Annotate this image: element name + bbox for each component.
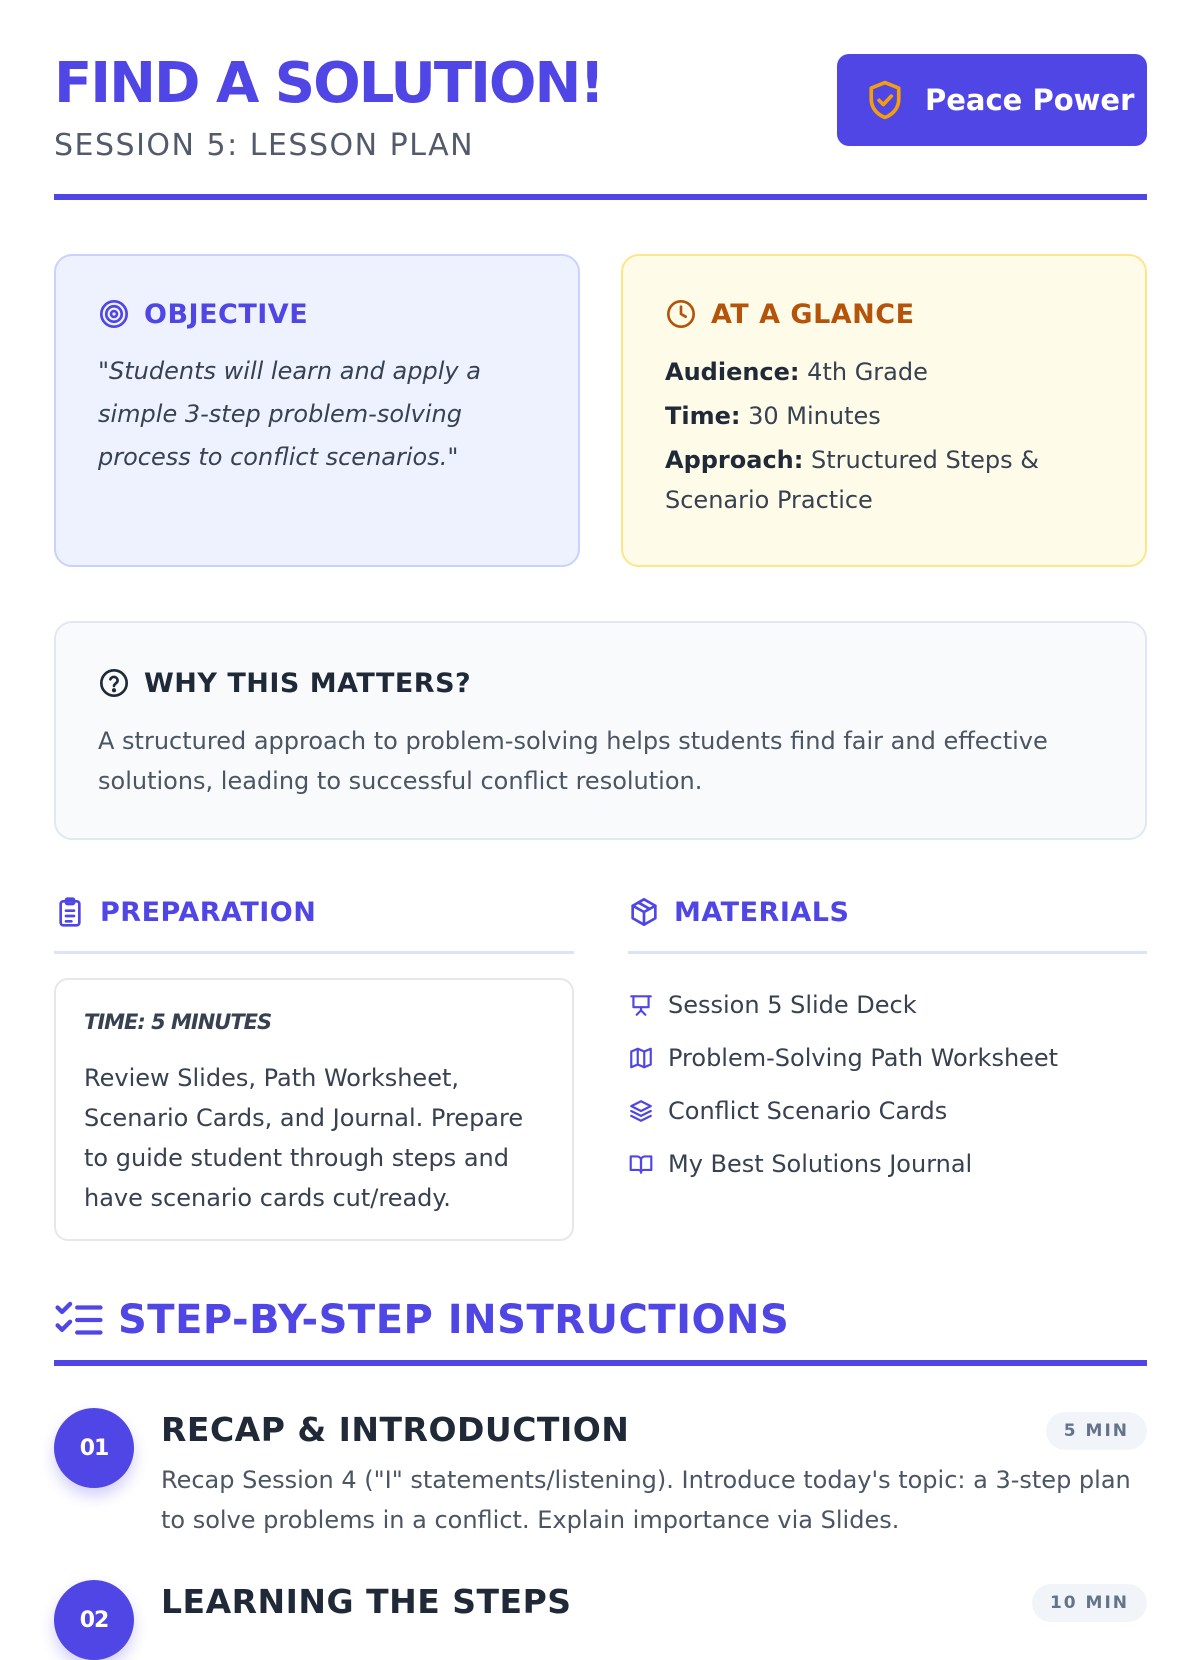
glance-heading [665,298,915,330]
map-icon [628,1045,654,1071]
clock-icon [665,298,697,330]
step-number: 01 [54,1408,134,1488]
page-title: FIND A SOLUTION! [54,51,603,116]
steps-heading [54,1297,789,1343]
preparation-time: TIME: 5 MINUTES [84,1010,272,1034]
list-item [628,978,1148,1031]
question-circle-icon [98,667,130,699]
glance-heading-label: AT A GLANCE [711,298,915,330]
step-title: RECAP & INTRODUCTION [161,1410,630,1449]
preparation-heading-label: PREPARATION [100,896,317,928]
brand-badge [837,54,1147,146]
list-item [628,1084,1148,1137]
material-label: Problem-Solving Path Worksheet [668,1043,1059,1072]
step-number: 02 [54,1580,134,1660]
brand-label: Peace Power [925,83,1135,117]
materials-heading-label: MATERIALS [674,896,850,928]
why-this-matters-card [54,621,1147,840]
box-icon [628,896,660,928]
materials-list [628,978,1148,1190]
glance-label: Approach: [665,446,804,474]
at-a-glance-card [621,254,1147,567]
glance-row-audience [665,352,1105,392]
glance-value: Structured Steps & Scenario Practice [665,446,1040,514]
why-heading-label: WHY THIS MATTERS? [144,667,472,699]
target-icon [98,298,130,330]
steps-divider [54,1360,1147,1366]
preparation-heading [54,896,316,928]
why-heading [98,667,471,699]
list-item [628,1137,1148,1190]
preparation-card [54,978,574,1241]
clipboard-list-icon [54,896,86,928]
page-subtitle: SESSION 5: LESSON PLAN [54,128,475,163]
why-text: A structured approach to problem-solving helps students find fair and effective solutions, leading to successful conflict resolution. [98,727,1048,795]
material-label: Conflict Scenario Cards [668,1096,948,1125]
presentation-icon [628,992,654,1018]
step-duration-badge: 10 MIN [1032,1584,1147,1622]
book-open-icon [628,1151,654,1177]
preparation-text: Review Slides, Path Worksheet, Scenario Cards, and Journal. Prepare to guide student through steps and have scenario cards cut/ready. [84,1064,524,1212]
steps-heading-label: STEP-BY-STEP INSTRUCTIONS [118,1297,790,1343]
layers-icon [628,1098,654,1124]
step-description: Recap Session 4 ("I" statements/listening). Introduce today's topic: a 3-step plan to solve problems in a conflict. Explain importance via Slides. [161,1466,1131,1534]
glance-label: Audience: [665,358,800,386]
header-divider [54,194,1147,200]
shield-check-icon [863,75,907,125]
lesson-header [54,52,1147,202]
checklist-icon [54,1298,104,1342]
objective-heading [98,298,308,330]
materials-divider [628,951,1147,954]
glance-list [665,352,1105,524]
step-item [54,1580,1147,1640]
step-title: LEARNING THE STEPS [161,1582,572,1621]
objective-heading-label: OBJECTIVE [144,298,309,330]
step-item [54,1408,1147,1538]
glance-value: 30 Minutes [748,402,881,430]
list-item [628,1031,1148,1084]
preparation-divider [54,951,574,954]
objective-card [54,254,580,567]
objective-quote: "Students will learn and apply a simple 3-step problem-solving process to conflict scenarios." [98,357,481,471]
step-duration-badge: 5 MIN [1046,1412,1147,1450]
material-label: Session 5 Slide Deck [668,990,917,1019]
glance-row-approach [665,440,1105,520]
material-label: My Best Solutions Journal [668,1149,973,1178]
glance-value: 4th Grade [807,358,928,386]
glance-label: Time: [665,402,741,430]
glance-row-time [665,396,1105,436]
materials-heading [628,896,849,928]
